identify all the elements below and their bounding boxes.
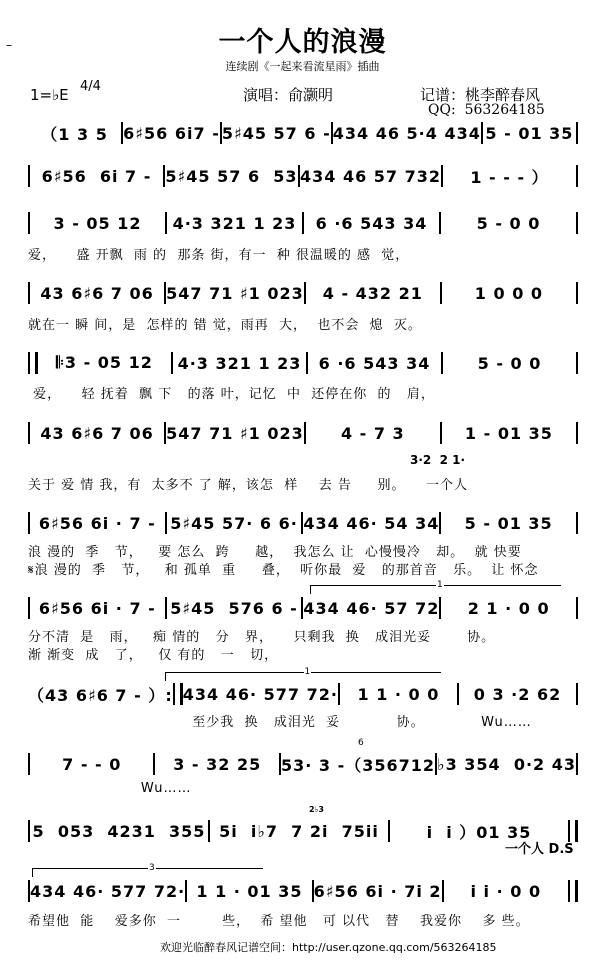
barline (576, 422, 578, 444)
volta-number: 1 (437, 580, 443, 590)
measure: 1 1 · 0 0 (357, 684, 440, 704)
grace-notes: 2♭3 (309, 805, 324, 814)
lyrics-line: 浪 漫的 季 节， 要 怎么 跨 越， 我怎么 让 心慢慢冷 却。 就 快要 (28, 545, 522, 560)
notation-line (28, 597, 578, 619)
measure: 6 ·6 543 34 (318, 353, 431, 373)
measure: 5 - 01 35 (485, 123, 574, 143)
barline (576, 212, 578, 234)
measure: 5♯45 576 6 - (170, 598, 298, 618)
barline (173, 683, 183, 705)
barline (576, 352, 578, 374)
lyrics-line: 𝄋浪 漫的 季 节， 和 孤单 重 叠， 听你最 爱 的那首音 乐。 让 怀念 (28, 563, 539, 578)
measure: 5 - 0 0 (476, 213, 541, 233)
barline (576, 753, 578, 775)
lyrics-line: 爱， 盛 开飘 雨 的 那条 街，有一 种 很温暖的 感 觉， (28, 248, 410, 263)
margin-mark: – (6, 38, 12, 52)
notation-line (28, 165, 578, 187)
key-signature: 1=♭E (30, 86, 69, 104)
measure: 𝄆3 - 05 12 (56, 353, 153, 372)
measure: 5i i♭7 7 2i 75ii (219, 821, 379, 841)
measure: i i · 0 0 (470, 881, 542, 901)
lyrics-line: 关于 爱 情 我，有 太多不 了 解，该怎 样 去 告 别。 一个人 (28, 478, 469, 493)
barline (28, 352, 38, 374)
barline (576, 165, 578, 187)
lyrics-line: 希望他 能 爱多你 一 些， 希 望他 可 以代 替 我爱你 多 些。 (28, 914, 530, 929)
measure: 53· 3 -（356712 (280, 755, 436, 775)
volta-bracket (165, 667, 441, 681)
measure: 1 0 0 0 (474, 283, 544, 303)
measure: 0 3 ·2 62 (473, 684, 562, 704)
tuplet-bracket (32, 863, 263, 877)
measure: 5 053 4231 355 (32, 821, 206, 841)
time-signature: 4/4 (80, 79, 101, 94)
singer: 演唱：俞灏明 (243, 86, 334, 104)
measure: 434 46· 57 72 (303, 598, 440, 618)
barline (568, 880, 578, 902)
measure: （1 3 5 (41, 124, 108, 144)
notation-line (28, 753, 578, 775)
measure: 5♯45 57 6 - (221, 123, 331, 143)
measure: 434 46· 577 72· (30, 881, 186, 901)
measure: 434 46 57 732 (299, 166, 442, 186)
volta-bracket (310, 580, 561, 594)
measure: 547 71 ♯1 023 (166, 423, 304, 443)
measure: 6♯56 6i · 7 - (38, 513, 156, 533)
measure: 5 - 0 0 (477, 353, 542, 373)
barline (568, 820, 578, 842)
lyrics-line: 渐 渐变 成 了， 仅 有的 一 切， (28, 648, 279, 663)
measure: 4 - 7 3 (340, 423, 405, 443)
subtitle: 连续剧《一起来看流星雨》插曲 (225, 60, 380, 73)
barline (576, 282, 578, 304)
lyrics-line: 就在一 瞬 间，是 怎样的 错 觉，雨再 大， 也不会 熄 灭。 (28, 318, 422, 333)
measure: 7 - - 0 (62, 754, 122, 774)
footer-link[interactable]: 欢迎光临醉春风记谱空间：http://user.qzone.qq.com/563264185 (160, 941, 497, 954)
measure: 3 - 05 12 (53, 213, 142, 233)
measure: 4 - 432 21 (322, 283, 423, 303)
tuplet-number: 6 (358, 738, 364, 748)
qq-number: QQ: 563264185 (428, 102, 545, 118)
measure: 5♯45 57· 6 6· (170, 513, 298, 533)
notation-line (28, 683, 578, 705)
barline (576, 122, 578, 144)
measure: （43 6♯6 7 - ）: (28, 685, 173, 705)
measure: 6♯56 6i 7 - (41, 166, 152, 186)
barline (576, 512, 578, 534)
song-title: 一个人的浪漫 (218, 27, 387, 58)
notation-line (28, 282, 578, 304)
measure: 6 ·6 543 34 (315, 213, 428, 233)
measure: 4·3 321 1 23 (172, 213, 297, 233)
tuplet-number: 3 (149, 863, 155, 873)
measure: 43 6♯6 7 06 (40, 283, 154, 303)
measure: 1 1 · 01 35 (196, 881, 303, 901)
measure: 6♯56 6i7 - (123, 123, 220, 143)
ds-marking: 一个人 D.S (505, 842, 574, 857)
barline (576, 683, 578, 705)
measure: 6♯56 6i · 7i 2 (313, 881, 442, 901)
measure: 434 46· 577 72· (182, 684, 338, 704)
lyrics-line: 爱， 轻 抚着 飘 下 的落 叶，记忆 中 还停在你 的 肩， (28, 387, 435, 402)
measure: 6♯56 6i · 7 - (38, 598, 156, 618)
measure: 4·3 321 1 23 (177, 353, 302, 373)
measure: 434 46· 54 34 (303, 513, 440, 533)
measure: 547 71 ♯1 023 (166, 283, 304, 303)
measure: 3 - 32 25 (173, 754, 262, 774)
measure: ♭3 354 0·2 43 (437, 754, 576, 774)
notation-line (28, 352, 578, 374)
measure: 5 - 01 35 (464, 513, 553, 533)
notation-line (28, 212, 578, 234)
notation-line (28, 880, 578, 902)
notation-line (28, 820, 578, 842)
measure: 43 6♯6 7 06 (40, 423, 154, 443)
lyrics-line: 分不清 是 雨， 痴 情的 分 界， 只剩我 换 成泪光妥 协。 (28, 630, 496, 645)
notation-line (28, 512, 578, 534)
volta-number: 1 (304, 667, 311, 677)
measure: 1 - - - ） (470, 167, 549, 187)
measure: 434 46 5·4 434 (332, 123, 481, 143)
notation-line (28, 122, 578, 144)
measure: 5♯45 57 6 53 (165, 166, 298, 186)
lyrics-line: 至少我 换 成泪光 妥 协。 Wu…… (28, 715, 532, 730)
measure: 1 - 01 35 (464, 423, 553, 443)
notation-line (28, 422, 578, 444)
measure: 2 1 · 0 0 (467, 598, 550, 618)
descant-notes: 3·2 2 1· (410, 453, 466, 467)
measure: i i ）01 35 (426, 822, 532, 842)
barline (576, 597, 578, 619)
notator: 记谱：桃李醉春风 (420, 86, 541, 104)
lyrics-line: Wu…… (28, 781, 192, 796)
